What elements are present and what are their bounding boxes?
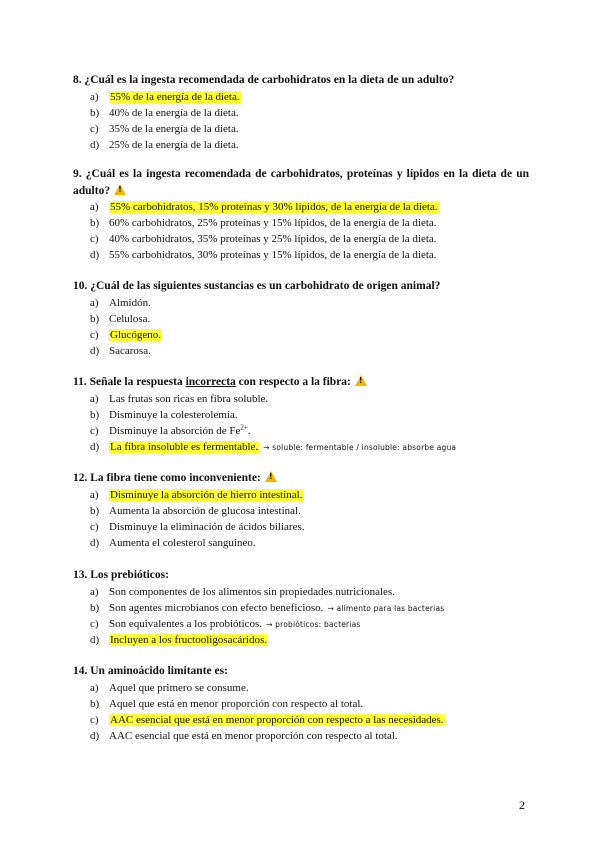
option-letter: b): [90, 504, 100, 517]
option-letter: a): [90, 392, 99, 405]
option-text: Disminuye la absorción de Fe: [109, 424, 241, 437]
question-9: [73, 166, 529, 263]
underlined-word: incorrecta: [185, 376, 236, 388]
question-12: [73, 470, 529, 551]
page-number: 2: [519, 798, 525, 812]
option-c: [73, 327, 529, 343]
warning-icon: [114, 184, 126, 195]
option-d: [73, 137, 529, 153]
option-letter: b): [90, 106, 100, 119]
question-title-text: 11. Señale la respuesta: [73, 376, 186, 388]
option-letter: d): [90, 536, 100, 549]
option-text: Aquel que primero se consume.: [109, 681, 249, 694]
option-letter: b): [90, 697, 100, 710]
option-b: [73, 503, 529, 519]
question-11: [73, 374, 529, 455]
option-text: 35% de la energía de la dieta.: [109, 122, 239, 135]
option-text: Celulosa.: [109, 312, 151, 325]
option-text: Son equivalentes a los probióticos.: [109, 617, 263, 630]
option-text: AAC esencial que está en menor proporción con respecto al total.: [109, 729, 398, 742]
option-letter: b): [90, 408, 100, 421]
option-text: Aumenta la absorción de glucosa intestinal.: [109, 504, 301, 517]
question-title-text: con respecto a la fibra:: [235, 376, 351, 388]
option-a: [73, 295, 529, 311]
option-letter: c): [90, 122, 99, 135]
option-text: Las frutas son ricas en fibra soluble.: [109, 392, 269, 405]
option-letter: a): [90, 90, 99, 103]
option-text: Almidón.: [109, 296, 151, 309]
option-b: [73, 311, 529, 327]
option-b: [73, 215, 529, 231]
option-b: [73, 407, 529, 423]
highlighted-answer: 55% de la energía de la dieta.: [110, 90, 240, 103]
handwritten-note: → soluble: fermentable / insoluble: absorbe agua: [263, 442, 457, 452]
option-letter: a): [90, 585, 99, 598]
option-text: Disminuye la eliminación de ácidos biliares.: [109, 520, 305, 533]
warning-icon: [265, 471, 277, 482]
question-title: 8. ¿Cuál es la ingesta recomendada de carbohidratos en la dieta de un adulto?: [73, 74, 455, 86]
option-letter: a): [90, 488, 99, 501]
option-a: [73, 199, 529, 215]
option-c: [73, 423, 529, 439]
option-text: Son componentes de los alimentos sin propiedades nutricionales.: [109, 585, 395, 598]
option-b: [73, 696, 529, 712]
option-a: [73, 391, 529, 407]
option-letter: c): [90, 328, 99, 341]
highlighted-answer: 55% carbohidratos, 15% proteínas y 30% lípidos, de la energía de la dieta.: [110, 201, 438, 213]
highlighted-answer: La fibra insoluble es fermentable.: [110, 440, 259, 453]
question-13: [73, 567, 529, 648]
option-text: Sacarosa.: [109, 344, 151, 357]
option-letter: d): [90, 249, 100, 261]
option-letter: a): [90, 201, 99, 213]
handwritten-note: → probióticos: bacterias: [266, 619, 361, 629]
question-title: [73, 166, 529, 199]
option-letter: c): [90, 617, 99, 630]
option-c: [73, 231, 529, 247]
option-letter: a): [90, 681, 99, 694]
highlighted-answer: Glucógeno.: [110, 328, 162, 341]
option-d: [73, 343, 529, 359]
option-text-suffix: .: [247, 424, 251, 437]
question-title-text: 9. ¿Cuál es la ingesta recomendada de carbohidratos, proteínas y lípidos en la dieta de un adulto?: [73, 168, 529, 197]
highlighted-answer: Disminuye la absorción de hierro intestinal.: [110, 488, 303, 501]
option-letter: a): [90, 296, 99, 309]
option-c: [73, 712, 529, 728]
option-c: [73, 616, 529, 632]
option-letter: d): [90, 138, 100, 151]
question-title-text: 12. La fibra tiene como inconveniente:: [73, 472, 261, 484]
option-letter: b): [90, 217, 100, 229]
option-letter: b): [90, 312, 100, 325]
option-text: Son agentes microbianos con efecto beneficioso.: [109, 601, 324, 614]
option-a: [73, 89, 529, 105]
option-letter: c): [90, 233, 99, 245]
option-text: Aquel que está en menor proporción con respecto al total.: [109, 697, 364, 710]
option-letter: d): [90, 344, 100, 357]
question-title: 14. Un aminoácido limitante es:: [73, 665, 228, 677]
question-8: [73, 72, 529, 153]
option-d: [73, 439, 529, 455]
option-text: Disminuye la colesterolemia.: [109, 408, 238, 421]
option-text: 60% carbohidratos, 25% proteínas y 15% lípidos, de la energía de la dieta.: [109, 217, 437, 229]
option-letter: b): [90, 601, 100, 614]
option-letter: c): [90, 713, 99, 726]
option-text: Aumenta el colesterol sanguíneo.: [109, 536, 256, 549]
question-title: [73, 374, 529, 391]
option-text: 25% de la energía de la dieta.: [109, 138, 239, 151]
option-b: [73, 105, 529, 121]
option-letter: d): [90, 729, 100, 742]
highlighted-answer: AAC esencial que está en menor proporción con respecto a las necesidades.: [110, 713, 444, 726]
option-d: [73, 535, 529, 551]
handwritten-note: → alimento para las bacterias: [327, 603, 445, 613]
option-text: 55% carbohidratos, 30% proteínas y 15% lípidos, de la energía de la dieta.: [109, 249, 437, 261]
option-b: [73, 600, 529, 616]
option-letter: c): [90, 424, 99, 437]
option-c: [73, 519, 529, 535]
option-d: [73, 247, 529, 263]
question-title: 13. Los prebióticos:: [73, 569, 169, 581]
question-title: [73, 470, 529, 487]
option-letter: c): [90, 520, 99, 533]
option-text: 40% carbohidratos, 35% proteínas y 25% lípidos, de la energía de la dieta.: [109, 233, 437, 245]
superscript: 2+: [240, 422, 248, 431]
question-14: [73, 663, 529, 744]
option-text: 40% de la energía de la dieta.: [109, 106, 239, 119]
option-d: [73, 632, 529, 648]
question-title: 10. ¿Cuál de las siguientes sustancias es un carbohidrato de origen animal?: [73, 280, 441, 292]
question-10: [73, 278, 529, 359]
option-d: [73, 728, 529, 744]
option-a: [73, 584, 529, 600]
option-a: [73, 487, 529, 503]
highlighted-answer: Incluyen a los fructooligosacáridos.: [110, 633, 268, 646]
option-a: [73, 680, 529, 696]
option-c: [73, 121, 529, 137]
option-letter: d): [90, 440, 100, 453]
warning-icon: [355, 375, 367, 386]
option-letter: d): [90, 633, 100, 646]
